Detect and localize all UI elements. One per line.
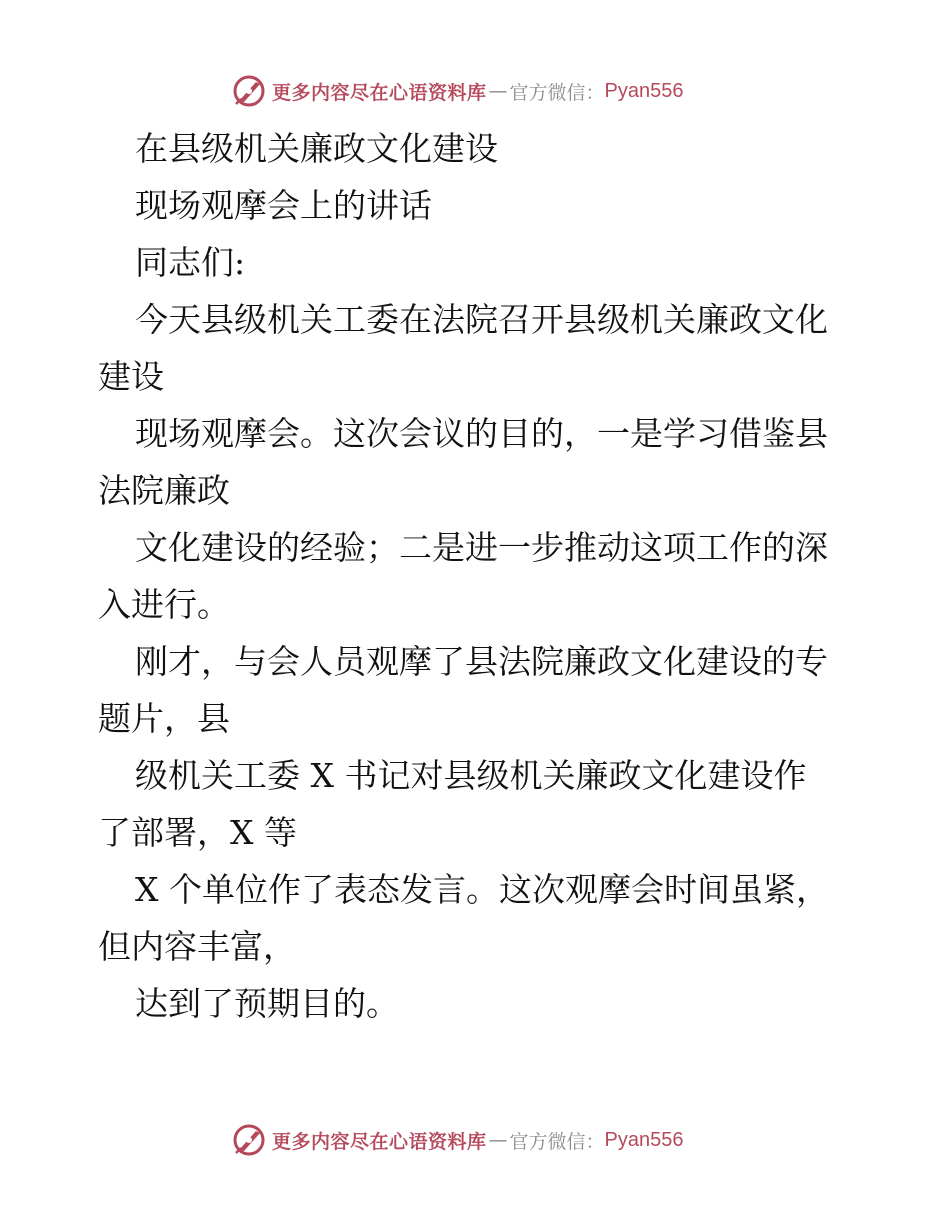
promo-text: 更多内容尽在心语资料库: [272, 1130, 487, 1153]
paragraph-line: 现场观摩会。这次会议的目的，一是学习借鉴县: [135, 414, 828, 453]
quill-pen-logo-icon: [232, 1123, 266, 1157]
document-body: [98, 120, 858, 1032]
paragraph-line: 级机关工委 X 书记对县级机关廉政文化建设作: [135, 756, 807, 795]
paragraph-line: 刚才，与会人员观摩了县法院廉政文化建设的专: [135, 642, 828, 681]
footer-watermark-banner: [232, 1120, 712, 1160]
banner-separator: —: [488, 1129, 508, 1151]
salutation: 同志们:: [135, 243, 246, 282]
paragraph-line: 达到了预期目的。: [135, 984, 399, 1023]
wechat-label: 官方微信：: [509, 1130, 605, 1153]
wechat-label: 官方微信：: [509, 81, 605, 104]
promo-text: 更多内容尽在心语资料库: [272, 81, 487, 104]
paragraph-line: 今天县级机关工委在法院召开县级机关廉政文化: [135, 300, 828, 339]
paragraph-line: X 个单位作了表态发言。这次观摩会时间虽紧，: [135, 870, 829, 909]
paragraph-line: 法院廉政: [98, 471, 230, 510]
paragraph-line: 文化建设的经验；二是进一步推动这项工作的深: [135, 528, 828, 567]
paragraph-line: 了部署，X 等: [98, 813, 297, 852]
paragraph-line: 但内容丰富，: [98, 927, 296, 966]
banner-separator: —: [488, 80, 508, 102]
quill-pen-logo-icon: [232, 74, 266, 108]
paragraph-line: 题片，县: [98, 699, 230, 738]
paragraph-line: 建设: [98, 357, 164, 396]
title-line-2: 现场观摩会上的讲话: [135, 186, 432, 225]
wechat-account: Pyan556: [604, 79, 684, 102]
header-watermark-banner: [232, 71, 712, 111]
wechat-account: Pyan556: [604, 1128, 684, 1151]
title-line-1: 在县级机关廉政文化建设: [135, 129, 498, 168]
paragraph-line: 入进行。: [98, 585, 230, 624]
